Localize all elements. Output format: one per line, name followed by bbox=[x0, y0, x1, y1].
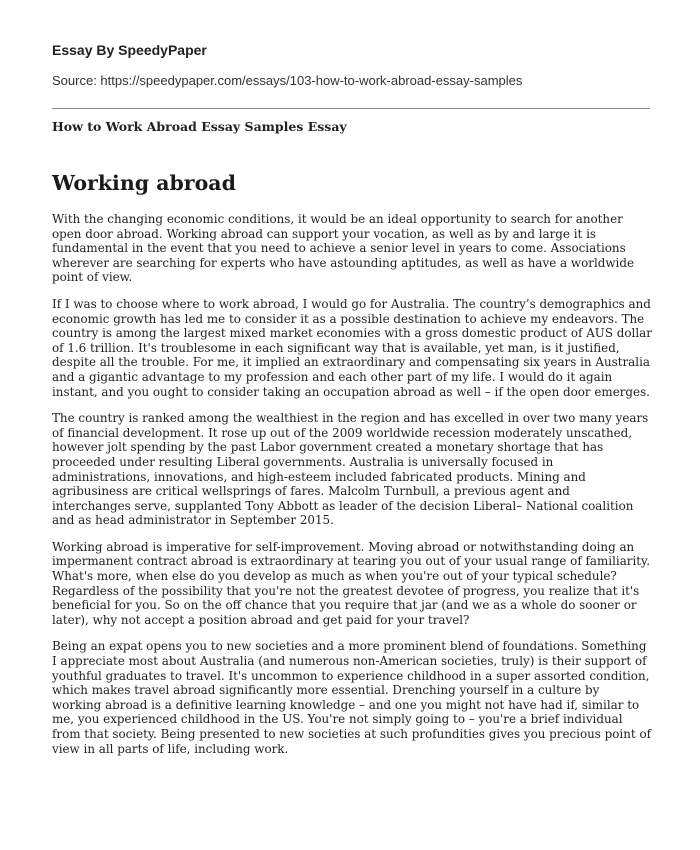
page-header bbox=[52, 40, 652, 90]
essay-paragraph: With the changing economic conditions, it would be an ideal opportunity to search for another open door abroad. Working abroad can support your vocation, as well as by and large it is fundamental in the event that you need to achieve a senior level in years to come. Associations wherever are searching for experts who have astounding aptitudes, as well as have a worldwide point of view. bbox=[52, 212, 634, 285]
document-title: How to Work Abroad Essay Samples Essay bbox=[52, 119, 347, 134]
essay-paragraph: The country is ranked among the wealthiest in the region and has excelled in over two many years of financial development. It rose up out of the 2009 worldwide recession moderately unscathed, however jolt spending by the past Labor government created a monetary shortage that has proceeded under resulting Liberal governments. Australia is universally focused in administrations, innovations, and high-esteem included fabricated products. Mining and agribusiness are critical wellsprings of fares. Malcolm Turnbull, a previous agent and interchanges serve, supplanted Tony Abbott as leader of the decision Liberal– National coalition and as head administrator in September 2015. bbox=[52, 411, 649, 528]
header-divider bbox=[52, 108, 650, 109]
brand-title: Essay By SpeedyPaper bbox=[52, 42, 207, 58]
source-line: Source: https://speedypaper.com/essays/103-how-to-work-abroad-essay-samples bbox=[52, 73, 523, 88]
essay-heading: Working abroad bbox=[52, 171, 236, 195]
essay-paragraph: Working abroad is imperative for self-improvement. Moving abroad or notwithstanding doing an impermanent contract abroad is extraordinary at tearing you out of your usual range of familiarity. What's more, when else do you develop as much as when you're out of your typical schedule? Regardless of the possibility that you're not the greatest devotee of progress, you realize that it's beneficial for you. So on the off chance that you require that jar (and we as a whole do sooner or later), why not accept a position abroad and get paid for your travel? bbox=[52, 539, 650, 627]
essay-paragraph: Being an expat opens you to new societies and a more prominent blend of foundations. Something I appreciate most about Australia (and numerous non-American societies, truly) is their support of youthful graduates to travel. It's uncommon to experience childhood in a super assorted condition, which makes travel abroad significantly more essential. Drenching yourself in a culture by working abroad is a definitive learning knowledge – and one you might not have had if, similar to me, you experienced childhood in the US. You're not simply going to – you're a brief individual from that society. Being presented to new societies at such profundities gives you precious point of view in all parts of life, including work. bbox=[52, 639, 652, 756]
essay-paragraph: If I was to choose where to work abroad, I would go for Australia. The country’s demographics and economic growth has led me to consider it as a possible destination to achieve my endeavors. The country is among the largest mixed market economies with a gross domestic product of AUS dollar of 1.6 trillion. It's troublesome in each significant way that is available, yet man, is it justified, despite all the trouble. For me, it implied an extraordinary and compensating six years in Australia and a gigantic advantage to my profession and each other part of my life. I would do it again instant, and you ought to consider taking an occupation abroad as well – if the open door emerges. bbox=[52, 296, 652, 399]
essay-body bbox=[52, 168, 652, 768]
